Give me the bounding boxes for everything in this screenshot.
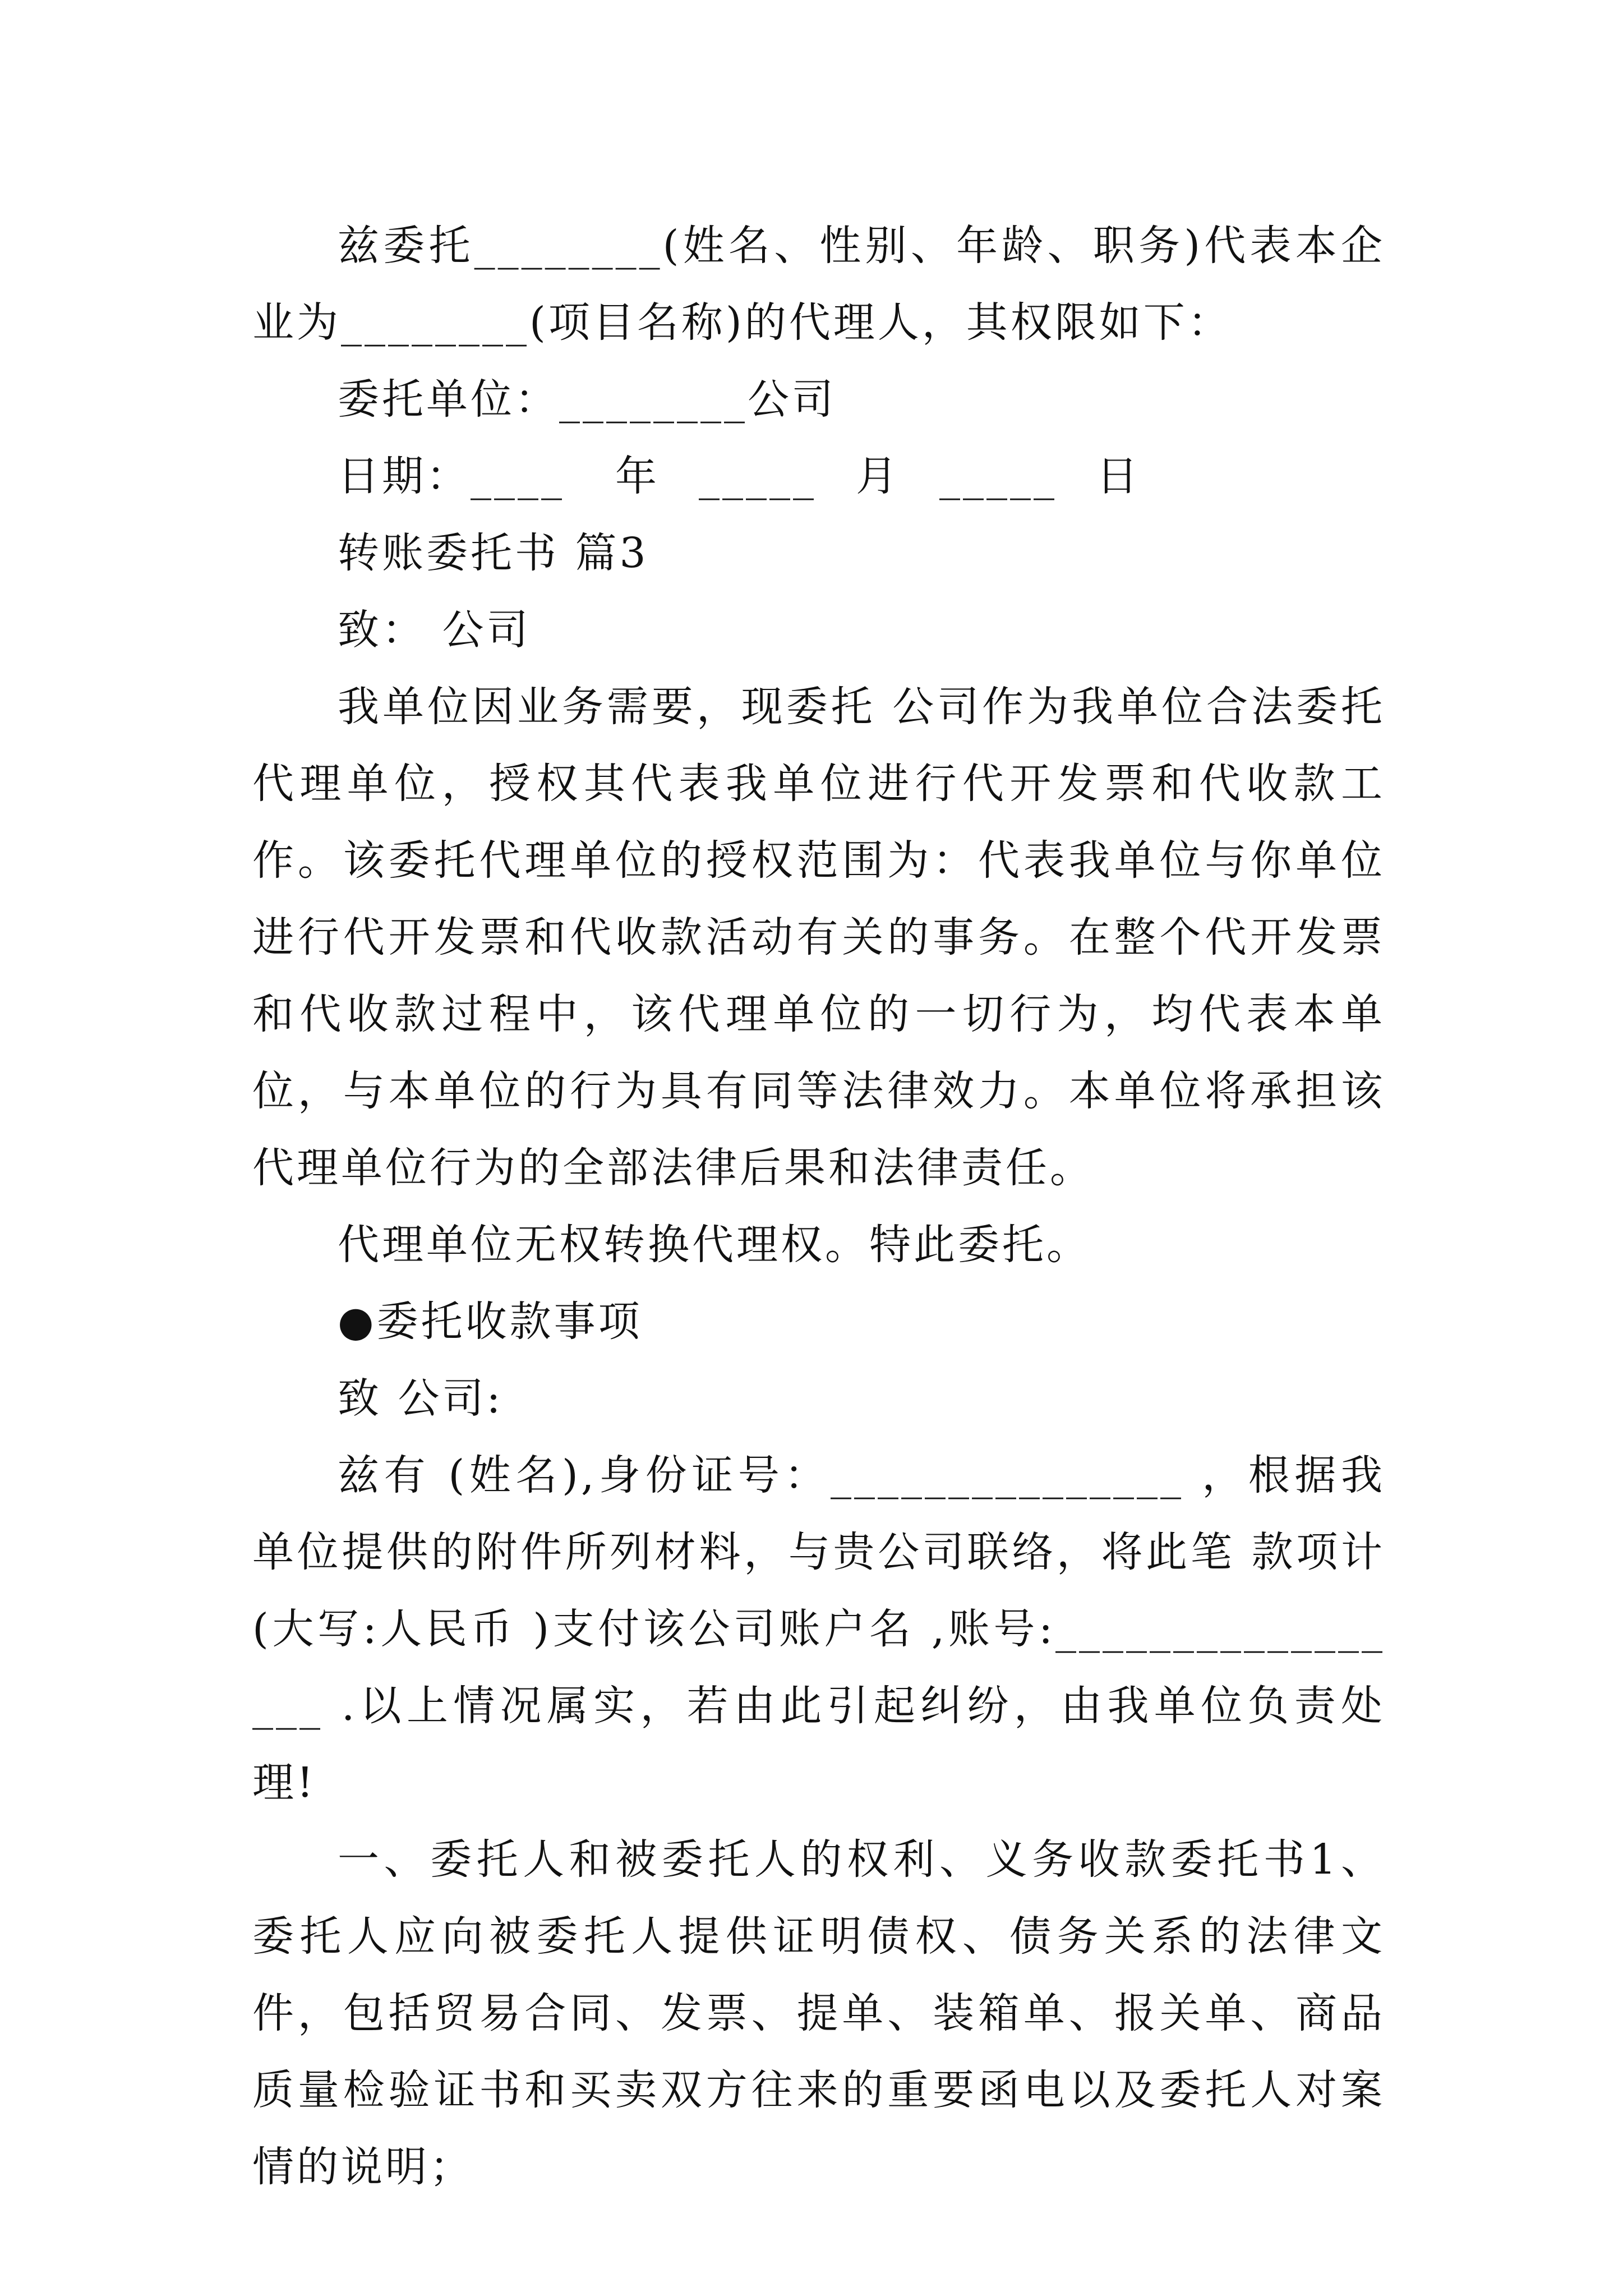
- paragraph-authorization: 兹委托________(姓名、性别、年龄、职务)代表本企业为________(项目名称)的代理人，其权限如下：: [252, 222, 1385, 347]
- date-day-blank: _____: [939, 452, 1057, 500]
- addressee-line-2: 致 公司:: [338, 1374, 504, 1423]
- date-month: 月: [856, 452, 900, 500]
- date-day: 日: [1096, 452, 1141, 500]
- section-heading: 转账委托书 篇3: [338, 529, 649, 577]
- paragraph-agency: 我单位因业务需要，现委托 公司作为我单位合法委托代理单位，授权其代表我单位进行代开发票和代收款工作。该委托代理单位的授权范围为：代表我单位与你单位进行代开发票和代收款活动有关的事务。在整个代开发票和代收款过程中，该代理单位的一切行为，均代表本单位，与本单位的行为具有同等法律效力。本单位将承担该代理单位行为的全部法律后果和法律责任。: [252, 683, 1385, 1192]
- entrusting-unit-line: 委托单位：________公司: [338, 375, 836, 424]
- paragraph-rights-duties: 一、委托人和被委托人的权利、义务收款委托书1、委托人应向被委托人提供证明债权、债务关系的法律文件，包括贸易合同、发票、提单、装箱单、报关单、商品质量检验证书和买卖双方往来的重要函电以及委托人对案情的说明；: [252, 1835, 1385, 2191]
- date-label: 日期：____: [338, 452, 565, 500]
- date-month-blank: _____: [699, 452, 817, 500]
- document-body: [252, 208, 1401, 2206]
- paragraph-collection: 兹有 (姓名),身份证号：_______________ ，根据我单位提供的附件所列材料，与贵公司联络，将此笔 款项计 (大写:人民币 )支付该公司账户名 ,账号:_________________ .以上情况属实，若由此引起纠纷，由我单位负责处理!: [252, 1451, 1401, 1807]
- date-year: 年: [615, 452, 660, 500]
- paragraph-no-transfer: 代理单位无权转换代理权。特此委托。: [338, 1221, 1091, 1269]
- addressee-line: 致： 公司: [338, 606, 531, 654]
- date-line: [252, 438, 1385, 515]
- bullet-heading: ●委托收款事项: [338, 1297, 643, 1346]
